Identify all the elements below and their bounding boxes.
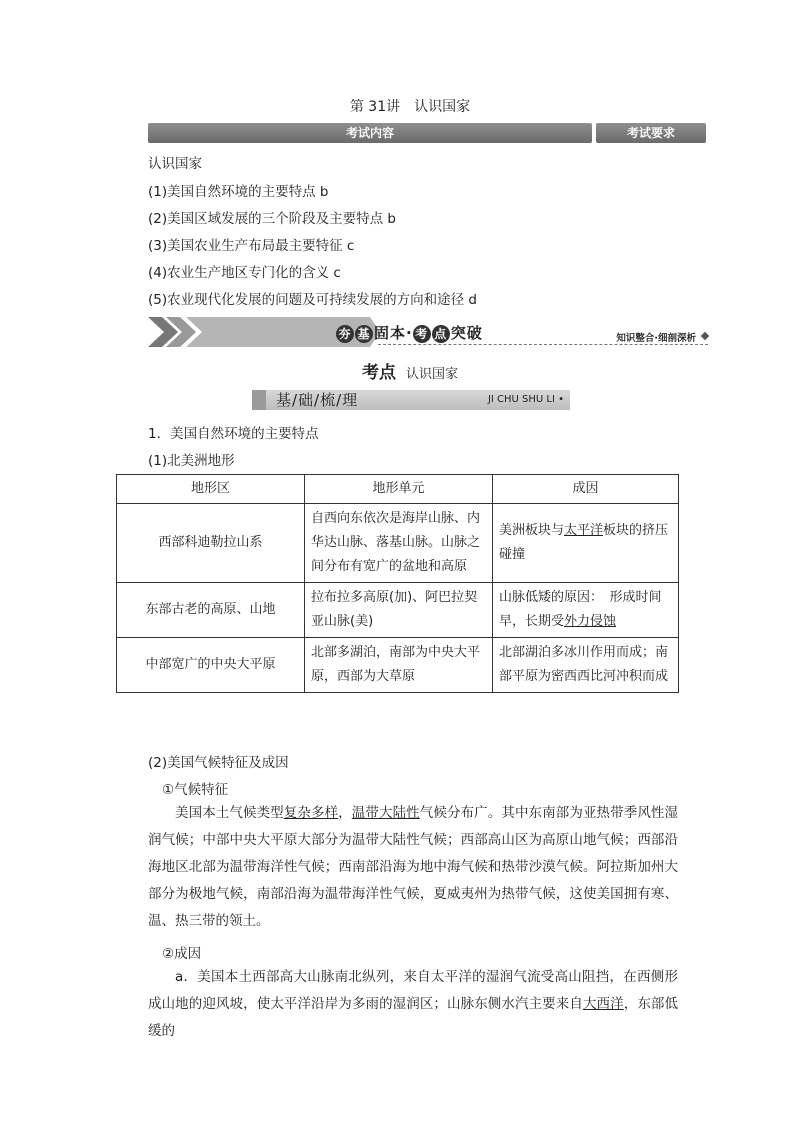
table-cell-cause xyxy=(493,504,679,583)
section-bar-label: 基/础/梳/理 xyxy=(276,391,359,409)
climate-causes-label: ②成因 xyxy=(162,946,202,962)
cause-text: 美洲板块与 xyxy=(499,523,565,538)
banner-text: 突破 xyxy=(450,324,483,342)
underlined-term: 复杂多样 xyxy=(283,805,339,821)
table-header-row xyxy=(117,475,679,504)
banner-divider xyxy=(378,344,708,345)
kaodian-label: 考点 xyxy=(361,363,396,383)
table-cell-region: 东部古老的高原、山地 xyxy=(117,583,305,638)
requirement-item: (2)美国区域发展的三个阶段及主要特点 b xyxy=(148,211,396,227)
requirement-item: (4)农业生产地区专门化的含义 c xyxy=(148,265,341,281)
section-banner xyxy=(148,317,708,347)
paragraph-text: ， xyxy=(338,805,352,821)
banner-circle-char: 点 xyxy=(432,325,450,343)
exam-content-header: 考试内容 xyxy=(148,123,592,143)
climate-causes-paragraph xyxy=(148,964,678,1045)
paragraph-text: 气候分布广。其中东南部为亚热带季风性湿润气候；中部中央大平原大部分为温带大陆性气候；西部高山区为高原山地气候；西部沿海地区北部为温带海洋性气候；西南部沿海为地中海气候和热带沙漠气候。阿拉斯加州大部分为极地气候，南部沿海为温带海洋性气候，夏威夷州为热带气候，这使美国拥有寒、温、热三带的领土。 xyxy=(148,805,679,929)
paragraph-text: 美国本土气候类型 xyxy=(175,805,284,821)
table-cell-region: 中部宽广的中央大平原 xyxy=(117,638,305,693)
exam-requirement-header: 考试要求 xyxy=(596,123,706,143)
requirement-header-bar xyxy=(148,123,706,143)
table-row xyxy=(117,504,679,583)
table-cell-units: 自西向东依次是海岸山脉、内华达山脉、落基山脉。山脉之间分布有宽广的盆地和高原 xyxy=(305,504,493,583)
banner-circle-char: 基 xyxy=(355,325,373,343)
table-cell-cause xyxy=(493,638,679,693)
table-header-cell: 地形区 xyxy=(117,475,305,504)
requirement-item: (3)美国农业生产布局最主要特征 c xyxy=(148,238,355,254)
table-header-cell: 地形单元 xyxy=(305,475,493,504)
banner-tag: 知识整合·细剖深析 xyxy=(616,333,696,344)
paragraph-text: a．美国本土西部高大山脉南北纵列，来自太平洋的湿润气流受高山阻挡，在西侧形成山地的迎风坡，使太平洋沿岸为多雨的湿润区；山脉东侧水汽主要来自 xyxy=(148,969,678,1012)
table-row xyxy=(117,583,679,638)
section-heading: 1．美国自然环境的主要特点 xyxy=(148,426,319,442)
climate-features-paragraph xyxy=(148,800,678,935)
section-bar xyxy=(252,390,570,410)
kaodian-topic: 认识国家 xyxy=(405,367,458,382)
cause-underline: 太平洋 xyxy=(564,523,604,538)
diamond-icon xyxy=(701,332,709,340)
paragraph-text: ，东部低缓的 xyxy=(148,996,679,1039)
terrain-table xyxy=(116,474,679,693)
kaodian-heading xyxy=(0,358,794,383)
subsection-heading: (2)美国气候特征及成因 xyxy=(148,755,289,771)
underlined-term: 大西洋 xyxy=(582,996,624,1012)
section-bar-pinyin: JI CHU SHU LI • xyxy=(487,394,564,405)
banner-circle-char: 考 xyxy=(413,325,431,343)
subsection-heading: (1)北美洲地形 xyxy=(148,453,235,469)
banner-circle-char: 夯 xyxy=(336,325,354,343)
lecture-title: 第 31讲 认识国家 xyxy=(349,99,471,115)
cause-text: 北部湖泊多冰川作用而成；南部平原为密西西比河冲积而成 xyxy=(499,645,669,684)
climate-features-label: ①气候特征 xyxy=(162,782,229,798)
requirements-heading: 认识国家 xyxy=(148,156,202,172)
banner-text: 固本· xyxy=(374,324,413,342)
requirement-item: (5)农业现代化发展的问题及可持续发展的方向和途径 d xyxy=(148,292,477,308)
table-cell-units: 北部多湖泊，南部为中央大平原，西部为大草原 xyxy=(305,638,493,693)
cause-underline: 外力侵蚀 xyxy=(564,614,617,629)
cause-text: 板块的挤压碰撞 xyxy=(499,523,669,562)
cause-text: 山脉低矮的原因： 形成时间早，长期受 xyxy=(499,590,662,629)
table-cell-cause xyxy=(493,583,679,638)
table-header-cell: 成因 xyxy=(493,475,679,504)
requirement-item: (1)美国自然环境的主要特点 b xyxy=(148,184,329,200)
section-bar-cap xyxy=(252,390,266,410)
table-cell-region: 西部科迪勒拉山系 xyxy=(117,504,305,583)
underlined-term: 温带大陆性 xyxy=(351,805,420,821)
banner-title xyxy=(336,322,483,343)
table-cell-units: 拉布拉多高原(加)、阿巴拉契亚山脉(美) xyxy=(305,583,493,638)
table-row xyxy=(117,638,679,693)
